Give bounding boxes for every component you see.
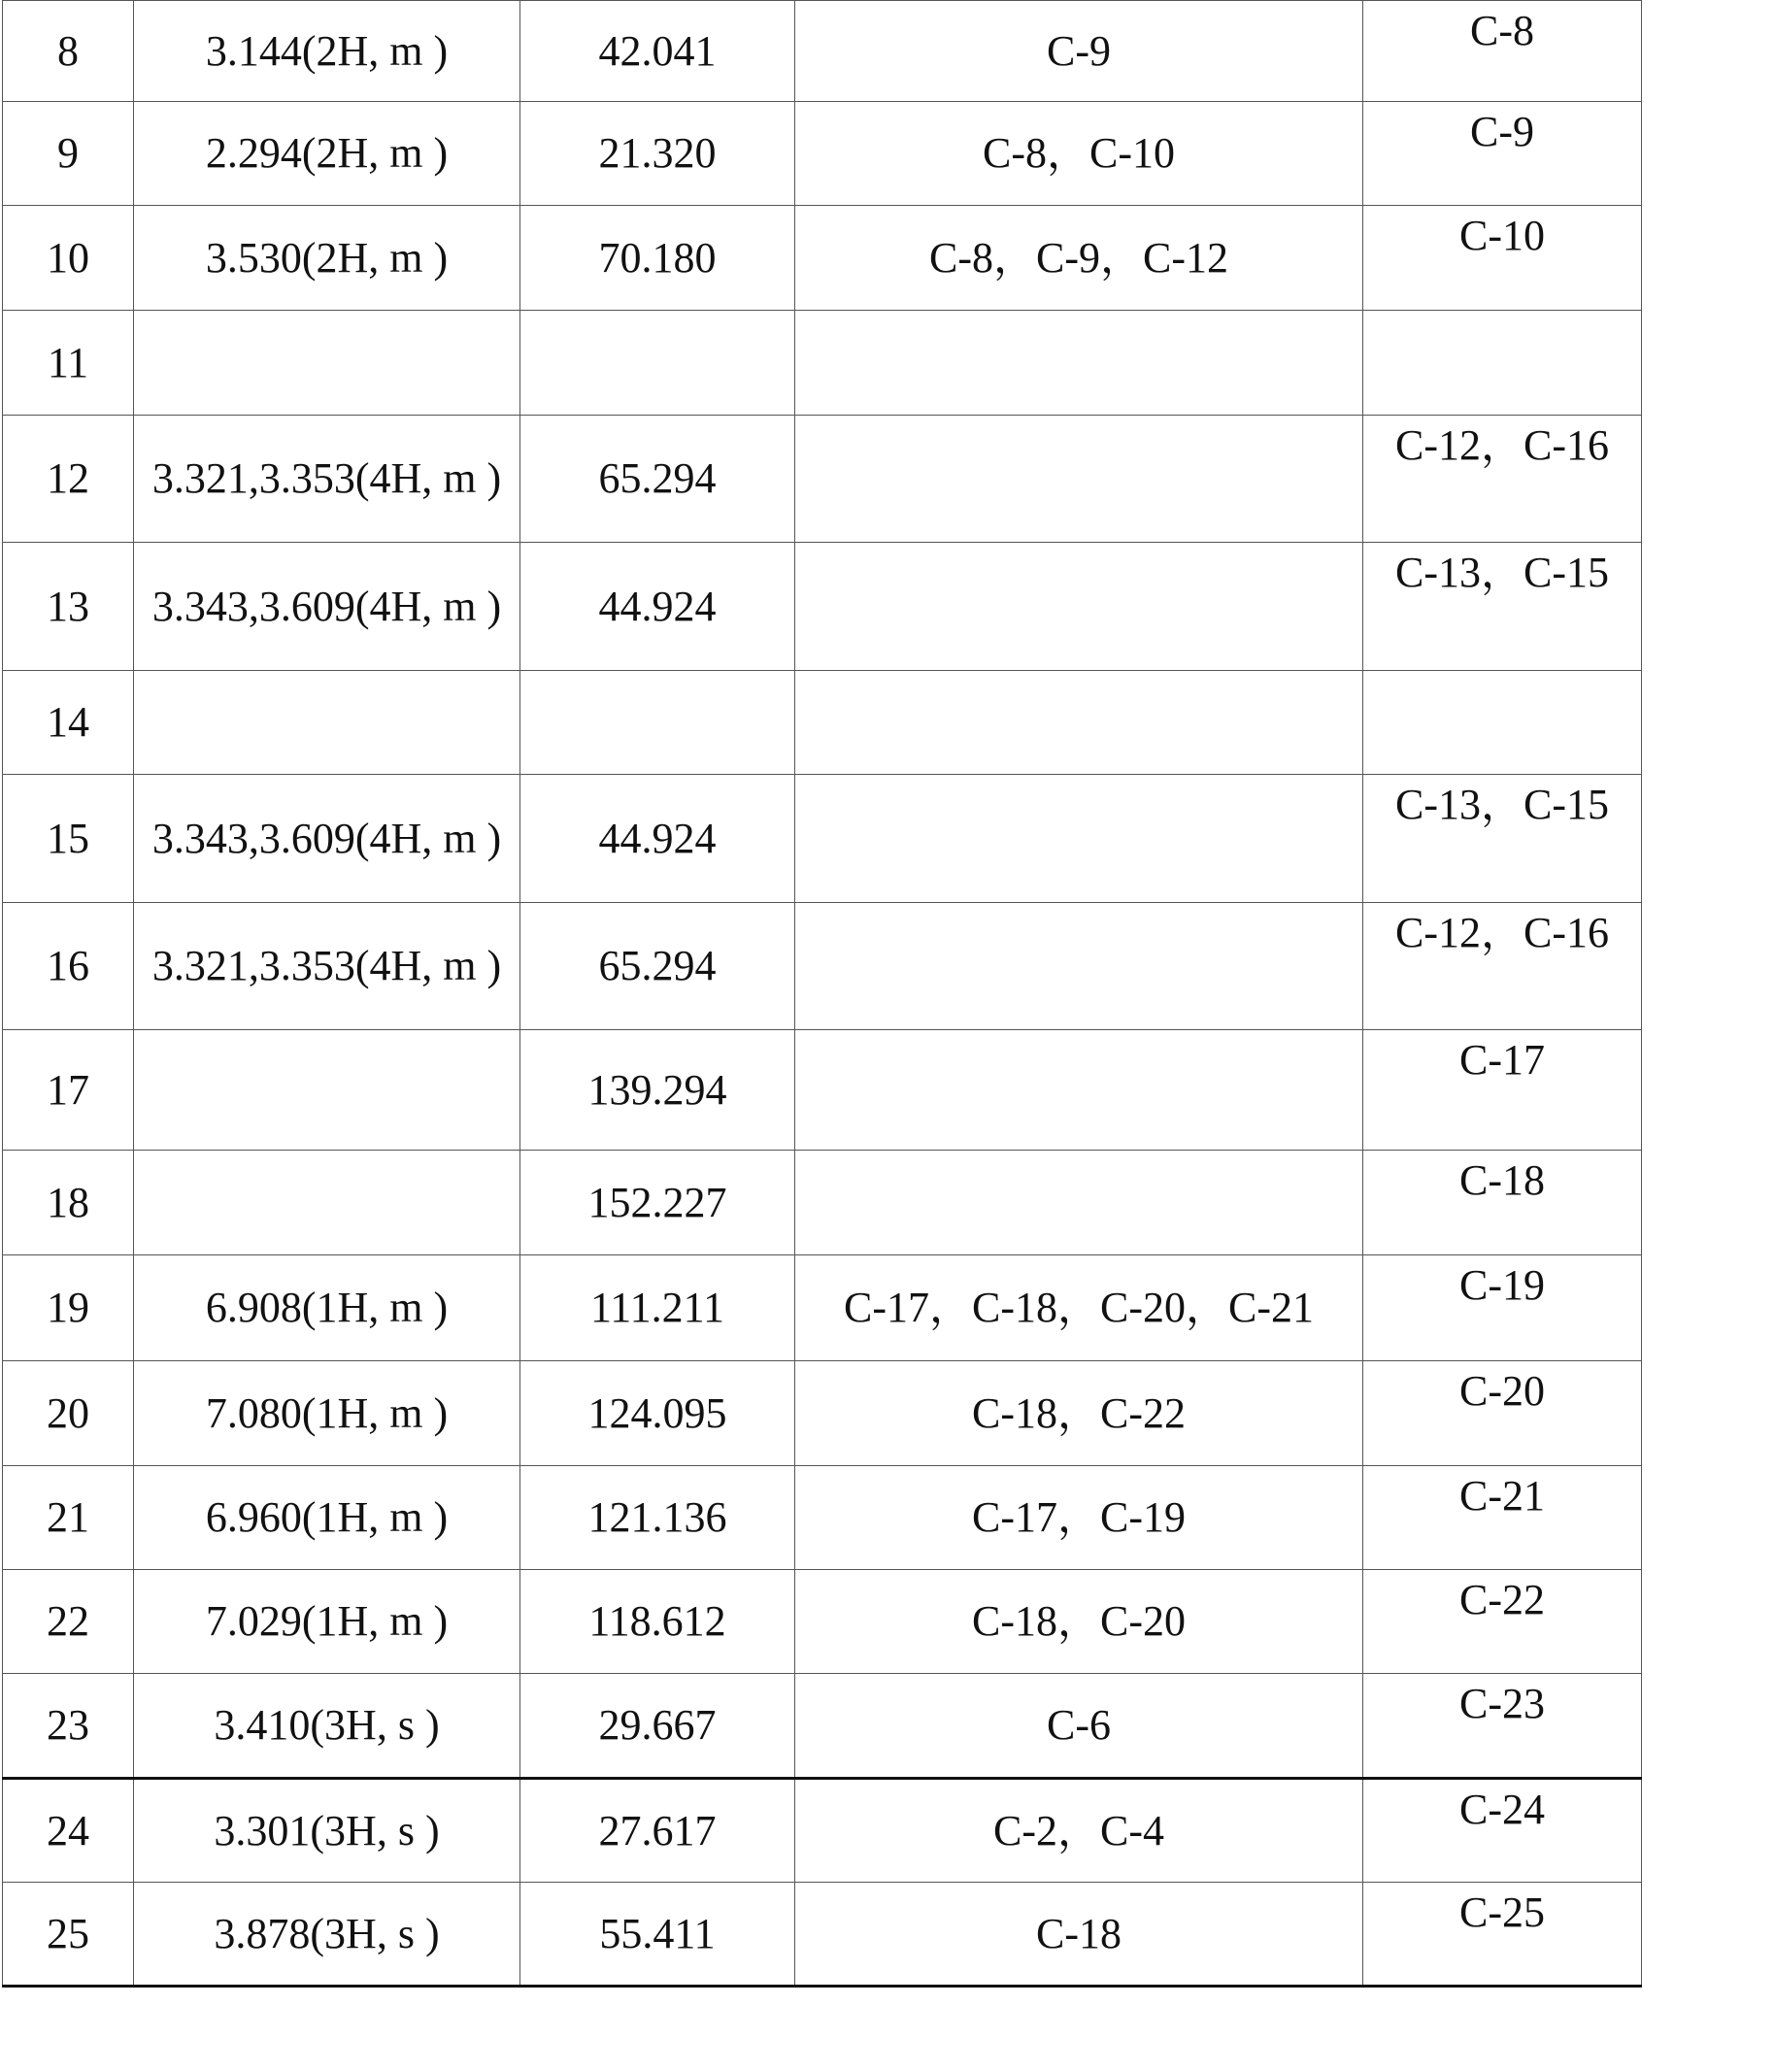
c-shift-cell: 70.180 bbox=[520, 206, 795, 311]
position-number-cell: 18 bbox=[3, 1151, 134, 1255]
hmbc-correlation-cell bbox=[795, 1151, 1363, 1255]
table-row bbox=[3, 1466, 1642, 1570]
hmbc-correlation-cell: C-18，C-20 bbox=[795, 1570, 1363, 1674]
c-shift-cell: 21.320 bbox=[520, 102, 795, 206]
h-shift-cell bbox=[134, 1030, 520, 1151]
table-row bbox=[3, 1779, 1642, 1883]
hsqc-correlation-cell bbox=[1363, 311, 1642, 416]
c-shift-cell: 118.612 bbox=[520, 1570, 795, 1674]
h-shift-cell: 3.321,3.353(4H, m ) bbox=[134, 416, 520, 543]
c-shift-cell bbox=[520, 671, 795, 775]
h-shift-cell: 3.343,3.609(4H, m ) bbox=[134, 543, 520, 671]
table-row bbox=[3, 1570, 1642, 1674]
hmbc-correlation-cell: C-17，C-19 bbox=[795, 1466, 1363, 1570]
c-shift-cell: 44.924 bbox=[520, 543, 795, 671]
h-shift-cell: 3.321,3.353(4H, m ) bbox=[134, 903, 520, 1030]
position-number-cell: 11 bbox=[3, 311, 134, 416]
hsqc-correlation-cell: C-9 bbox=[1363, 102, 1642, 206]
h-shift-cell: 3.144(2H, m ) bbox=[134, 1, 520, 102]
table-row bbox=[3, 1, 1642, 102]
hsqc-correlation-cell: C-19 bbox=[1363, 1255, 1642, 1361]
c-shift-cell: 42.041 bbox=[520, 1, 795, 102]
c-shift-cell: 55.411 bbox=[520, 1883, 795, 1987]
h-shift-cell: 7.080(1H, m ) bbox=[134, 1361, 520, 1466]
position-number-cell: 13 bbox=[3, 543, 134, 671]
table-body bbox=[3, 1, 1642, 1987]
hsqc-correlation-cell: C-20 bbox=[1363, 1361, 1642, 1466]
table-row bbox=[3, 1151, 1642, 1255]
hmbc-correlation-cell bbox=[795, 671, 1363, 775]
hsqc-correlation-cell: C-17 bbox=[1363, 1030, 1642, 1151]
hmbc-correlation-cell: C-17，C-18，C-20，C-21 bbox=[795, 1255, 1363, 1361]
hmbc-correlation-cell: C-8，C-9，C-12 bbox=[795, 206, 1363, 311]
hsqc-correlation-cell: C-12，C-16 bbox=[1363, 903, 1642, 1030]
c-shift-cell: 139.294 bbox=[520, 1030, 795, 1151]
c-shift-cell: 152.227 bbox=[520, 1151, 795, 1255]
position-number-cell: 24 bbox=[3, 1779, 134, 1883]
c-shift-cell bbox=[520, 311, 795, 416]
table-row bbox=[3, 102, 1642, 206]
table-row bbox=[3, 671, 1642, 775]
h-shift-cell: 7.029(1H, m ) bbox=[134, 1570, 520, 1674]
h-shift-cell: 3.301(3H, s ) bbox=[134, 1779, 520, 1883]
position-number-cell: 17 bbox=[3, 1030, 134, 1151]
h-shift-cell: 3.343,3.609(4H, m ) bbox=[134, 775, 520, 903]
hsqc-correlation-cell: C-25 bbox=[1363, 1883, 1642, 1987]
h-shift-cell: 3.410(3H, s ) bbox=[134, 1674, 520, 1779]
hsqc-correlation-cell: C-18 bbox=[1363, 1151, 1642, 1255]
hmbc-correlation-cell bbox=[795, 775, 1363, 903]
hsqc-correlation-cell: C-13，C-15 bbox=[1363, 543, 1642, 671]
hmbc-correlation-cell bbox=[795, 1030, 1363, 1151]
c-shift-cell: 111.211 bbox=[520, 1255, 795, 1361]
c-shift-cell: 121.136 bbox=[520, 1466, 795, 1570]
position-number-cell: 20 bbox=[3, 1361, 134, 1466]
h-shift-cell: 6.908(1H, m ) bbox=[134, 1255, 520, 1361]
hmbc-correlation-cell: C-9 bbox=[795, 1, 1363, 102]
hmbc-correlation-cell: C-6 bbox=[795, 1674, 1363, 1779]
hsqc-correlation-cell: C-23 bbox=[1363, 1674, 1642, 1779]
position-number-cell: 23 bbox=[3, 1674, 134, 1779]
position-number-cell: 15 bbox=[3, 775, 134, 903]
hmbc-correlation-cell: C-18 bbox=[795, 1883, 1363, 1987]
h-shift-cell bbox=[134, 311, 520, 416]
table-row bbox=[3, 311, 1642, 416]
table-row bbox=[3, 543, 1642, 671]
position-number-cell: 19 bbox=[3, 1255, 134, 1361]
h-shift-cell bbox=[134, 671, 520, 775]
c-shift-cell: 124.095 bbox=[520, 1361, 795, 1466]
hmbc-correlation-cell: C-18，C-22 bbox=[795, 1361, 1363, 1466]
table-row bbox=[3, 775, 1642, 903]
table-row bbox=[3, 1361, 1642, 1466]
hmbc-correlation-cell bbox=[795, 543, 1363, 671]
position-number-cell: 10 bbox=[3, 206, 134, 311]
hmbc-correlation-cell: C-2，C-4 bbox=[795, 1779, 1363, 1883]
table-row bbox=[3, 903, 1642, 1030]
c-shift-cell: 27.617 bbox=[520, 1779, 795, 1883]
hsqc-correlation-cell bbox=[1363, 671, 1642, 775]
position-number-cell: 12 bbox=[3, 416, 134, 543]
hmbc-correlation-cell bbox=[795, 311, 1363, 416]
h-shift-cell: 6.960(1H, m ) bbox=[134, 1466, 520, 1570]
table-row bbox=[3, 1030, 1642, 1151]
position-number-cell: 8 bbox=[3, 1, 134, 102]
table-row bbox=[3, 1255, 1642, 1361]
c-shift-cell: 29.667 bbox=[520, 1674, 795, 1779]
position-number-cell: 25 bbox=[3, 1883, 134, 1987]
c-shift-cell: 65.294 bbox=[520, 416, 795, 543]
hsqc-correlation-cell: C-22 bbox=[1363, 1570, 1642, 1674]
position-number-cell: 9 bbox=[3, 102, 134, 206]
nmr-data-table bbox=[2, 0, 1642, 1988]
h-shift-cell: 3.878(3H, s ) bbox=[134, 1883, 520, 1987]
table-row bbox=[3, 1674, 1642, 1779]
c-shift-cell: 65.294 bbox=[520, 903, 795, 1030]
hsqc-correlation-cell: C-21 bbox=[1363, 1466, 1642, 1570]
hsqc-correlation-cell: C-13，C-15 bbox=[1363, 775, 1642, 903]
table-row bbox=[3, 416, 1642, 543]
h-shift-cell bbox=[134, 1151, 520, 1255]
h-shift-cell: 2.294(2H, m ) bbox=[134, 102, 520, 206]
position-number-cell: 21 bbox=[3, 1466, 134, 1570]
hmbc-correlation-cell: C-8，C-10 bbox=[795, 102, 1363, 206]
hsqc-correlation-cell: C-10 bbox=[1363, 206, 1642, 311]
position-number-cell: 14 bbox=[3, 671, 134, 775]
position-number-cell: 16 bbox=[3, 903, 134, 1030]
hsqc-correlation-cell: C-24 bbox=[1363, 1779, 1642, 1883]
table-row bbox=[3, 1883, 1642, 1987]
hsqc-correlation-cell: C-8 bbox=[1363, 1, 1642, 102]
c-shift-cell: 44.924 bbox=[520, 775, 795, 903]
position-number-cell: 22 bbox=[3, 1570, 134, 1674]
hmbc-correlation-cell bbox=[795, 416, 1363, 543]
hmbc-correlation-cell bbox=[795, 903, 1363, 1030]
table-row bbox=[3, 206, 1642, 311]
h-shift-cell: 3.530(2H, m ) bbox=[134, 206, 520, 311]
hsqc-correlation-cell: C-12，C-16 bbox=[1363, 416, 1642, 543]
